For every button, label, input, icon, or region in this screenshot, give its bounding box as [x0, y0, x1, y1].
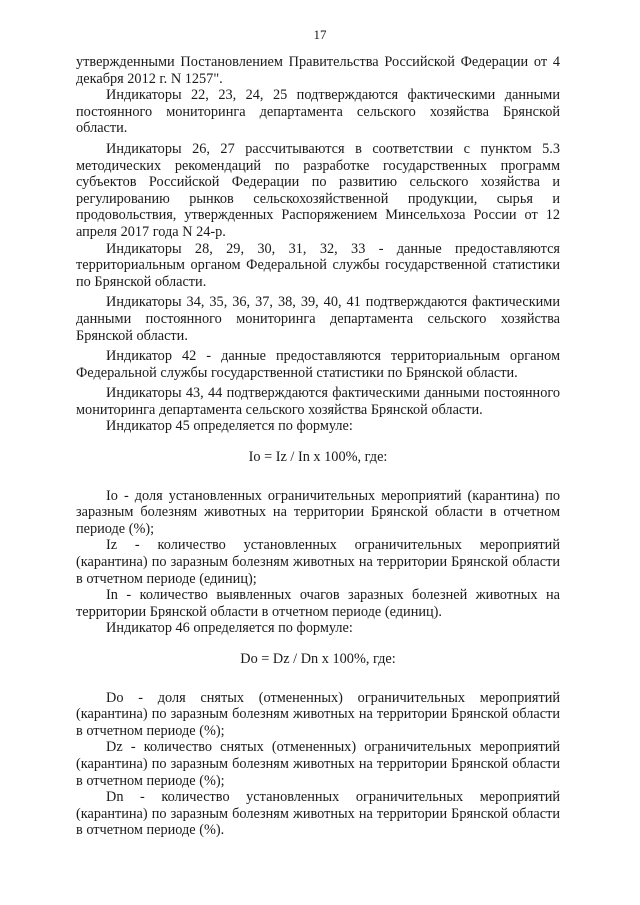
- paragraph-continuation: утвержденными Постановлением Правительства Российской Федерации от 4 декабря 2012 г. N 1257".: [76, 54, 560, 87]
- definition-iz: Iz - количество установленных ограничительных мероприятий (карантина) по заразным болезням животных на территории Брянской области в отчетном периоде (единиц);: [76, 537, 560, 587]
- definition-do: Do - доля снятых (отмененных) ограничительных мероприятий (карантина) по заразным болезням животных на территории Брянской области в отчетном периоде (%);: [76, 689, 560, 739]
- definition-in: In - количество выявленных очагов заразных болезней животных на территории Брянской области в отчетном периоде (единиц).: [76, 587, 560, 620]
- definition-dn: Dn - количество установленных ограничительных мероприятий (карантина) по заразным болезням животных на территории Брянской области в отчетном периоде (%).: [76, 789, 560, 839]
- definition-dz: Dz - количество снятых (отмененных) ограничительных мероприятий (карантина) по заразным болезням животных на территории Брянской области в отчетном периоде (%);: [76, 739, 560, 789]
- definition-io: Io - доля установленных ограничительных мероприятий (карантина) по заразным болезням животных на территории Брянской области в отчетном периоде (%);: [76, 487, 560, 537]
- formula-indicator-45: Io = Iz / In x 100%, где:: [248, 449, 388, 466]
- paragraph-indicator-46-intro: Индикатор 46 определяется по формуле:: [106, 620, 353, 637]
- paragraph-indicators-26-27: Индикаторы 26, 27 рассчитываются в соответствии с пунктом 5.3 методических рекомендаций по разработке государственных программ субъектов Российской Федерации по развитию сельского хозяйства и регулированию рынков сельскохозяйственной продукции, сырья и продовольствия, утвержденных Распоряжением Минсельхоза России от 12 апреля 2017 года N 24-р.: [76, 140, 560, 240]
- page-number: 17: [313, 27, 327, 42]
- paragraph-indicator-42: Индикатор 42 - данные предоставляются территориальным органом Федеральной службы государственной статистики по Брянской области.: [76, 348, 560, 381]
- formula-indicator-46: Do = Dz / Dn x 100%, где:: [240, 651, 396, 667]
- paragraph-indicator-45-intro: Индикатор 45 определяется по формуле:: [106, 418, 353, 435]
- document-body: [76, 54, 560, 839]
- paragraph-indicators-43-44: Индикаторы 43, 44 подтверждаются фактическими данными постоянного мониторинга департамента сельского хозяйства Брянской области.: [76, 385, 560, 418]
- paragraph-indicators-34-41: Индикаторы 34, 35, 36, 37, 38, 39, 40, 41 подтверждаются фактическими данными постоянного мониторинга департамента сельского хозяйства Брянской области.: [76, 294, 560, 344]
- paragraph-indicators-28-33: Индикаторы 28, 29, 30, 31, 32, 33 - данные предоставляются территориальным органом Федеральной службы государственной статистики по Брянской области.: [76, 240, 560, 290]
- paragraph-indicators-22-25: Индикаторы 22, 23, 24, 25 подтверждаются фактическими данными постоянного мониторинга департамента сельского хозяйства Брянской области.: [76, 87, 560, 137]
